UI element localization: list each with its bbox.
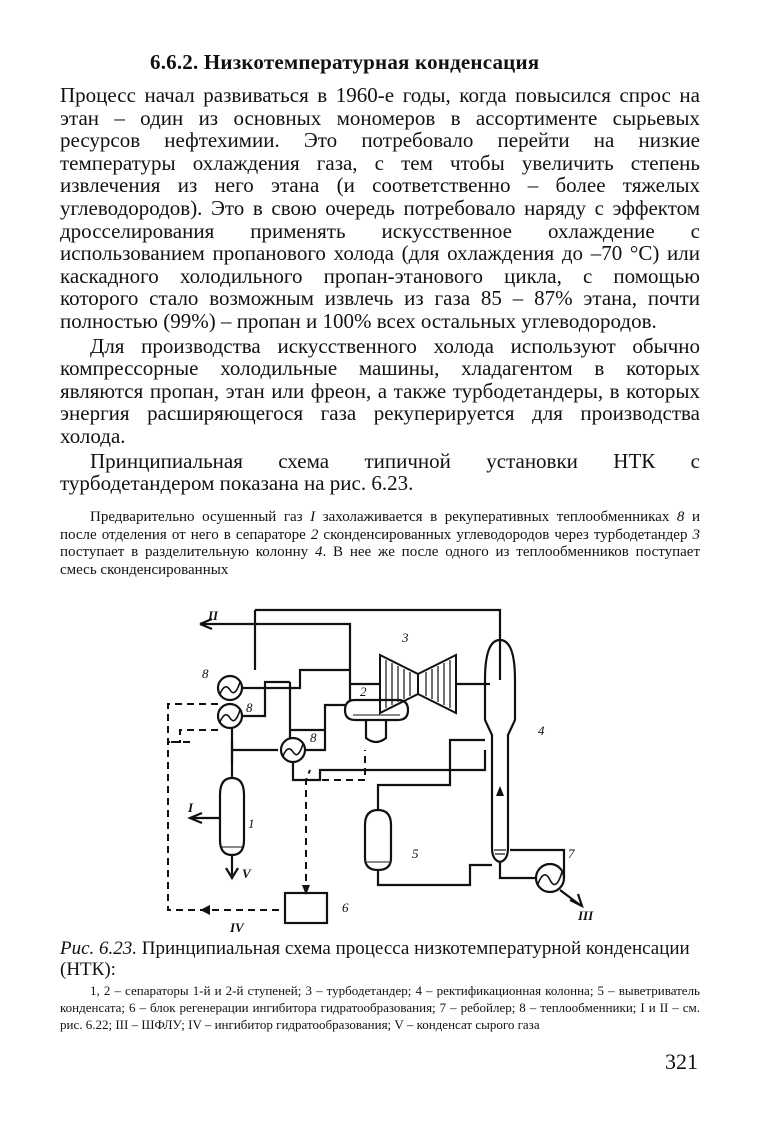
- label-stream-III: III: [578, 908, 594, 923]
- label-4: 4: [538, 723, 545, 738]
- process-diagram: [150, 600, 610, 940]
- label-stream-V: V: [242, 866, 251, 881]
- body-text: [60, 84, 700, 497]
- separator-1: [220, 778, 244, 855]
- process-diagram-svg: [150, 600, 610, 940]
- section-heading: 6.6.2. Низкотемпературная конденсация: [150, 50, 540, 74]
- label-3: 3: [402, 630, 409, 645]
- label-8a: 8: [202, 666, 209, 681]
- label-8c: 8: [310, 730, 317, 745]
- label-8b: 8: [246, 700, 253, 715]
- turbodetander: [380, 655, 456, 713]
- label-stream-II: II: [208, 608, 219, 623]
- paragraph-3: Принципиальная схема типичной установки НТК с турбодетандером показана на рис. 6.23.: [60, 448, 700, 496]
- label-7: 7: [568, 846, 575, 861]
- paragraph-2: Для производства искусственного холода используют обычно компрессорные холодильные машины, хладагентом в которых являются пропан, этан или фреон, а также турбодетандеры, в которых энергия расширяющегося газа рекуперируется для производства холода.: [60, 333, 700, 448]
- label-5: 5: [412, 846, 419, 861]
- label-2: 2: [360, 684, 367, 699]
- page-number: 321: [665, 1049, 698, 1074]
- label-1: 1: [248, 816, 255, 831]
- figure-legend: 1, 2 – сепараторы 1-й и 2-й ступеней; 3 – турбодетандер; 4 – ректификационная колонна; 5 – выветриватель конденсата; 6 – блок регенерации ингибитора гидратообразования; 7 – ребойлер; 8 – теплообменники; I и II – см. рис. 6.22; III – ШФЛУ; IV – ингибитор гидратообразования; V – конденсат сырого газа: [60, 983, 700, 1032]
- top-line: [255, 610, 500, 680]
- weathering-vessel-5: [365, 810, 391, 870]
- paragraph-1: Процесс начал развиваться в 1960-е годы, когда повысился спрос на этан – один из основных мономеров в ассортименте сырьевых ресурсов нефтехимии. Это потребовало перейти на низкие температуры охлаждения газа, с тем чтобы увеличить степень извлечения из него этана (и соответственно – более тяжелых углеводородов). Это в свою очередь потребовало наряду с эффектом дросселирования применять искусственное охлаждение с использованием пропанового холода (для охлаждения до –70 °С) или каскадного холодильного пропан-этанового цикла, с помощью которого стало возможным извлечь из газа 85 – 87% этана, почти полностью (99%) – пропан и 100% всех остальных углеводородов.: [60, 83, 700, 333]
- label-stream-I: I: [188, 800, 194, 815]
- label-6: 6: [342, 900, 349, 915]
- separator-2: [345, 700, 408, 742]
- figure-caption: Рис. 6.23. Принципиальная схема процесса низкотемпературной конденсации (НТК):: [60, 938, 690, 980]
- dashed-inhibitor-line: [168, 704, 285, 910]
- regeneration-block-6: [285, 893, 327, 923]
- small-paragraph: Предварительно осушенный газ I захолаживается в рекуперативных теплообменниках 8 и после отделения от него в сепараторе 2 сконденсированных углеводородов через турбодетандер 3 поступает в разделительную колонну 4. В нее же после одного из теплообменников поступает смесь сконденсированных: [60, 509, 700, 578]
- label-stream-IV: IV: [230, 920, 244, 935]
